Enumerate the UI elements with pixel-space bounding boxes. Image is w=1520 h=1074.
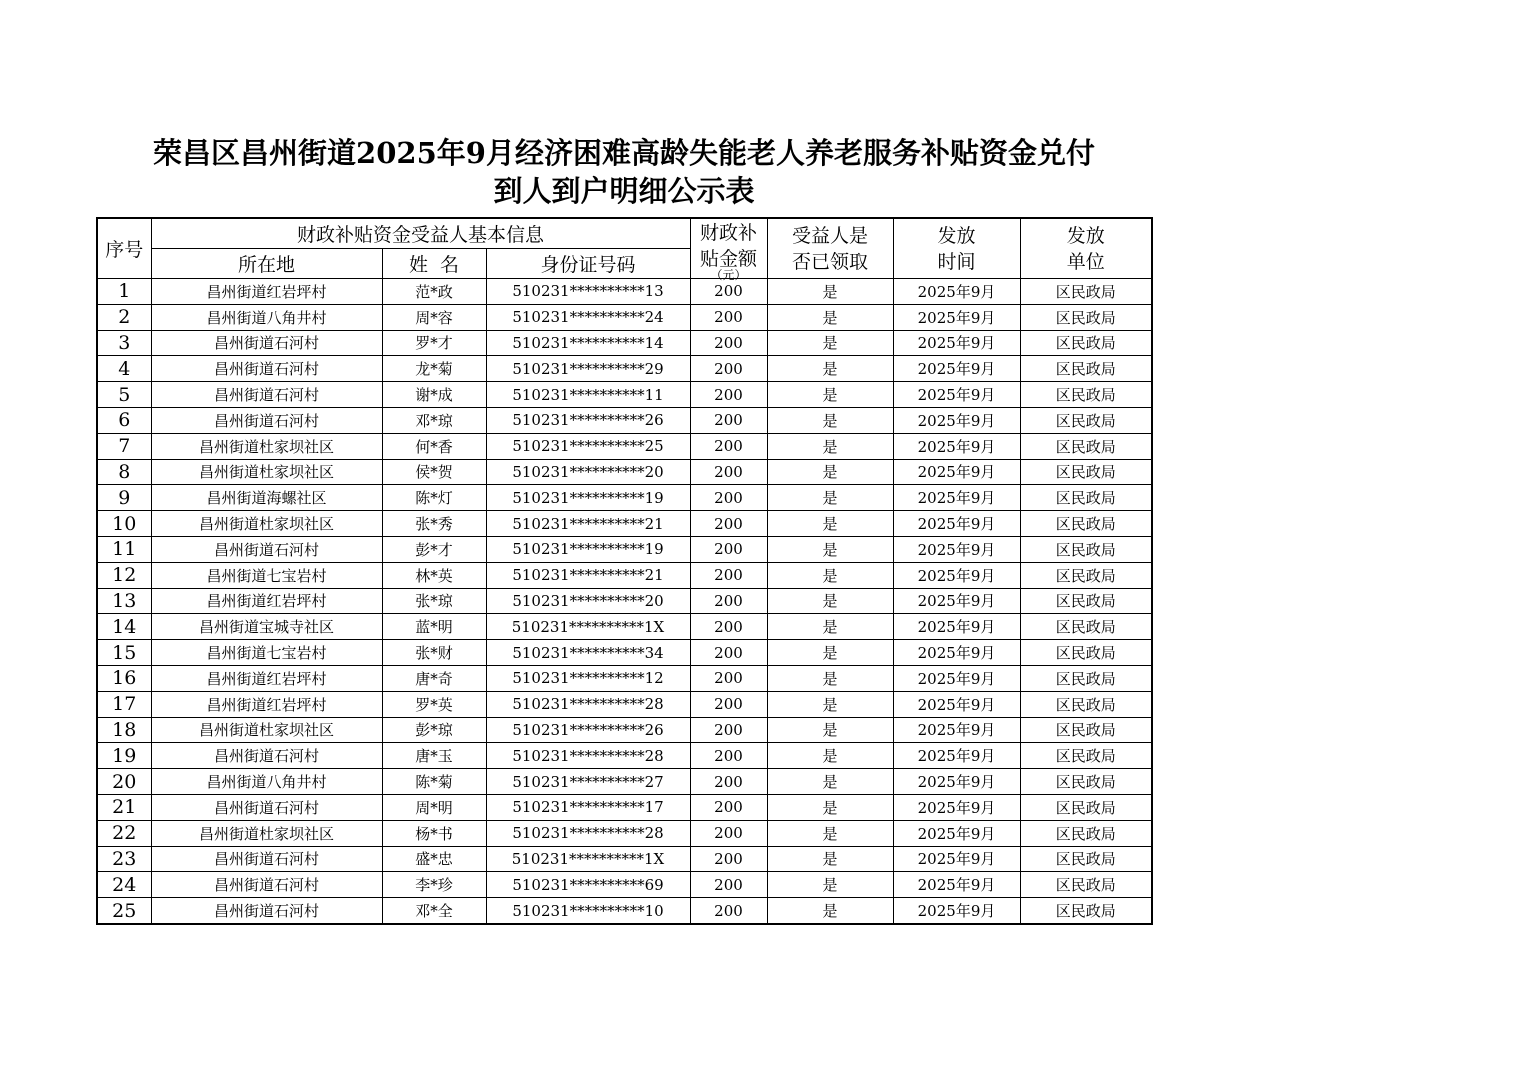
table-row [97,614,1152,640]
cell-unit: 区民政局 [1020,640,1152,666]
cell-amount: 200 [690,304,767,330]
cell-name: 蓝*明 [382,614,486,640]
header-time-line-2: 时间 [937,250,976,273]
table-row [97,459,1152,485]
cell-no: 16 [97,665,151,691]
table-row [97,588,1152,614]
cell-amount: 200 [690,743,767,769]
cell-no: 7 [97,433,151,459]
cell-name: 林*英 [382,562,486,588]
table-row [97,769,1152,795]
cell-amount: 200 [690,562,767,588]
cell-location: 昌州街道石河村 [151,872,382,898]
cell-amount: 200 [690,794,767,820]
cell-unit: 区民政局 [1020,898,1152,924]
cell-no: 11 [97,536,151,562]
cell-id-number: 510231**********69 [486,872,690,898]
cell-amount: 200 [690,846,767,872]
cell-time: 2025年9月 [893,588,1020,614]
header-received [767,218,893,279]
cell-received: 是 [767,562,893,588]
cell-time: 2025年9月 [893,511,1020,537]
cell-time: 2025年9月 [893,820,1020,846]
header-unit-line-2: 单位 [1066,250,1105,273]
cell-time: 2025年9月 [893,743,1020,769]
table-row [97,846,1152,872]
cell-time: 2025年9月 [893,846,1020,872]
cell-location: 昌州街道宝城寺社区 [151,614,382,640]
cell-received: 是 [767,330,893,356]
table-row [97,279,1152,305]
cell-unit: 区民政局 [1020,407,1152,433]
cell-received: 是 [767,640,893,666]
cell-location: 昌州街道红岩坪村 [151,665,382,691]
cell-name: 彭*才 [382,536,486,562]
cell-no: 13 [97,588,151,614]
header-amount-unit: （元） [710,267,747,282]
cell-amount: 200 [690,898,767,924]
cell-name: 侯*贺 [382,459,486,485]
cell-location: 昌州街道七宝岩村 [151,562,382,588]
cell-amount: 200 [690,614,767,640]
cell-name: 张*财 [382,640,486,666]
cell-id-number: 510231**********26 [486,407,690,433]
cell-time: 2025年9月 [893,614,1020,640]
cell-unit: 区民政局 [1020,511,1152,537]
header-unit [1020,218,1152,279]
cell-unit: 区民政局 [1020,356,1152,382]
cell-location: 昌州街道海螺社区 [151,485,382,511]
cell-id-number: 510231**********12 [486,665,690,691]
cell-location: 昌州街道红岩坪村 [151,691,382,717]
cell-no: 2 [97,304,151,330]
table-row [97,820,1152,846]
cell-unit: 区民政局 [1020,717,1152,743]
cell-name: 杨*书 [382,820,486,846]
cell-amount: 200 [690,536,767,562]
table-row [97,562,1152,588]
cell-time: 2025年9月 [893,691,1020,717]
cell-no: 24 [97,872,151,898]
table-row [97,330,1152,356]
cell-received: 是 [767,356,893,382]
page-title [96,134,1152,210]
header-id-number: 身份证号码 [486,249,690,279]
cell-id-number: 510231**********20 [486,459,690,485]
cell-name: 唐*奇 [382,665,486,691]
table-row [97,536,1152,562]
cell-time: 2025年9月 [893,665,1020,691]
cell-time: 2025年9月 [893,330,1020,356]
cell-name: 唐*玉 [382,743,486,769]
cell-amount: 200 [690,717,767,743]
cell-amount: 200 [690,769,767,795]
cell-id-number: 510231**********21 [486,562,690,588]
cell-time: 2025年9月 [893,717,1020,743]
table-row [97,407,1152,433]
table-row [97,794,1152,820]
cell-unit: 区民政局 [1020,769,1152,795]
cell-received: 是 [767,872,893,898]
cell-received: 是 [767,279,893,305]
cell-unit: 区民政局 [1020,614,1152,640]
cell-location: 昌州街道八角井村 [151,769,382,795]
header-no: 序号 [97,218,151,279]
cell-name: 李*珍 [382,872,486,898]
cell-no: 9 [97,485,151,511]
header-received-line-1: 受益人是 [791,224,868,247]
cell-location: 昌州街道杜家坝社区 [151,820,382,846]
cell-no: 1 [97,279,151,305]
cell-time: 2025年9月 [893,536,1020,562]
cell-received: 是 [767,304,893,330]
cell-received: 是 [767,485,893,511]
cell-location: 昌州街道石河村 [151,898,382,924]
cell-amount: 200 [690,382,767,408]
cell-time: 2025年9月 [893,459,1020,485]
cell-received: 是 [767,382,893,408]
cell-id-number: 510231**********19 [486,536,690,562]
header-received-line-2: 否已领取 [791,250,868,273]
cell-id-number: 510231**********13 [486,279,690,305]
cell-id-number: 510231**********10 [486,898,690,924]
cell-unit: 区民政局 [1020,279,1152,305]
cell-received: 是 [767,407,893,433]
cell-unit: 区民政局 [1020,794,1152,820]
cell-name: 邓*全 [382,898,486,924]
cell-id-number: 510231**********1X [486,614,690,640]
cell-name: 陈*灯 [382,485,486,511]
cell-no: 18 [97,717,151,743]
cell-unit: 区民政局 [1020,485,1152,511]
cell-location: 昌州街道石河村 [151,794,382,820]
cell-location: 昌州街道杜家坝社区 [151,717,382,743]
table-row [97,485,1152,511]
cell-location: 昌州街道杜家坝社区 [151,433,382,459]
cell-id-number: 510231**********28 [486,691,690,717]
cell-time: 2025年9月 [893,356,1020,382]
cell-no: 15 [97,640,151,666]
cell-location: 昌州街道石河村 [151,330,382,356]
cell-received: 是 [767,588,893,614]
table-row [97,872,1152,898]
table-row [97,898,1152,924]
cell-name: 何*香 [382,433,486,459]
cell-amount: 200 [690,640,767,666]
cell-received: 是 [767,898,893,924]
cell-received: 是 [767,846,893,872]
cell-name: 邓*琼 [382,407,486,433]
cell-received: 是 [767,717,893,743]
table-row [97,691,1152,717]
cell-amount: 200 [690,820,767,846]
header-time [893,218,1020,279]
cell-unit: 区民政局 [1020,665,1152,691]
cell-no: 22 [97,820,151,846]
cell-amount: 200 [690,356,767,382]
cell-name: 罗*才 [382,330,486,356]
cell-no: 21 [97,794,151,820]
cell-unit: 区民政局 [1020,459,1152,485]
cell-received: 是 [767,820,893,846]
cell-location: 昌州街道石河村 [151,846,382,872]
cell-no: 6 [97,407,151,433]
cell-received: 是 [767,769,893,795]
cell-name: 彭*琼 [382,717,486,743]
cell-location: 昌州街道杜家坝社区 [151,459,382,485]
header-location: 所在地 [151,249,382,279]
table-row [97,717,1152,743]
table-row [97,304,1152,330]
cell-name: 周*明 [382,794,486,820]
cell-amount: 200 [690,407,767,433]
cell-location: 昌州街道杜家坝社区 [151,511,382,537]
cell-name: 周*容 [382,304,486,330]
header-amount [690,218,767,282]
cell-name: 谢*成 [382,382,486,408]
cell-time: 2025年9月 [893,562,1020,588]
cell-time: 2025年9月 [893,433,1020,459]
cell-amount: 200 [690,433,767,459]
cell-no: 25 [97,898,151,924]
cell-location: 昌州街道红岩坪村 [151,279,382,305]
table-body [97,279,1152,924]
cell-received: 是 [767,691,893,717]
table-row [97,511,1152,537]
cell-unit: 区民政局 [1020,382,1152,408]
cell-location: 昌州街道八角井村 [151,304,382,330]
cell-id-number: 510231**********27 [486,769,690,795]
table-row [97,356,1152,382]
cell-unit: 区民政局 [1020,330,1152,356]
cell-amount: 200 [690,279,767,305]
cell-id-number: 510231**********29 [486,356,690,382]
cell-id-number: 510231**********34 [486,640,690,666]
cell-time: 2025年9月 [893,382,1020,408]
cell-location: 昌州街道石河村 [151,743,382,769]
cell-time: 2025年9月 [893,794,1020,820]
header-amount-line-1: 财政补 [699,221,757,244]
title-line-1: 荣昌区昌州街道2025年9月经济困难高龄失能老人养老服务补贴资金兑付 [153,136,1095,170]
cell-id-number: 510231**********19 [486,485,690,511]
cell-name: 龙*菊 [382,356,486,382]
header-row-1 [97,218,1152,249]
cell-no: 8 [97,459,151,485]
table-row [97,640,1152,666]
cell-name: 张*琼 [382,588,486,614]
cell-time: 2025年9月 [893,872,1020,898]
cell-amount: 200 [690,872,767,898]
beneficiary-table [96,217,1153,925]
cell-time: 2025年9月 [893,279,1020,305]
cell-time: 2025年9月 [893,304,1020,330]
cell-name: 范*政 [382,279,486,305]
cell-id-number: 510231**********11 [486,382,690,408]
cell-id-number: 510231**********21 [486,511,690,537]
cell-no: 12 [97,562,151,588]
cell-no: 10 [97,511,151,537]
header-amount-line-2: 贴金额 [699,247,757,270]
cell-amount: 200 [690,459,767,485]
cell-location: 昌州街道石河村 [151,536,382,562]
header-unit-line-1: 发放 [1066,224,1105,247]
header-name: 姓 名 [382,249,486,279]
cell-unit: 区民政局 [1020,691,1152,717]
cell-location: 昌州街道红岩坪村 [151,588,382,614]
cell-received: 是 [767,459,893,485]
cell-amount: 200 [690,511,767,537]
cell-amount: 200 [690,330,767,356]
cell-time: 2025年9月 [893,407,1020,433]
cell-id-number: 510231**********17 [486,794,690,820]
cell-id-number: 510231**********14 [486,330,690,356]
cell-unit: 区民政局 [1020,536,1152,562]
cell-received: 是 [767,743,893,769]
cell-amount: 200 [690,588,767,614]
cell-unit: 区民政局 [1020,433,1152,459]
cell-received: 是 [767,536,893,562]
cell-name: 罗*英 [382,691,486,717]
cell-no: 3 [97,330,151,356]
cell-unit: 区民政局 [1020,846,1152,872]
cell-location: 昌州街道石河村 [151,382,382,408]
cell-no: 14 [97,614,151,640]
cell-received: 是 [767,665,893,691]
cell-id-number: 510231**********28 [486,743,690,769]
cell-time: 2025年9月 [893,898,1020,924]
title-line-2: 到人到户明细公示表 [493,174,755,208]
cell-id-number: 510231**********26 [486,717,690,743]
cell-received: 是 [767,433,893,459]
cell-name: 张*秀 [382,511,486,537]
cell-amount: 200 [690,485,767,511]
cell-amount: 200 [690,691,767,717]
cell-received: 是 [767,614,893,640]
table-row [97,382,1152,408]
cell-location: 昌州街道石河村 [151,356,382,382]
cell-name: 陈*菊 [382,769,486,795]
cell-time: 2025年9月 [893,640,1020,666]
cell-id-number: 510231**********25 [486,433,690,459]
cell-received: 是 [767,794,893,820]
cell-no: 23 [97,846,151,872]
cell-received: 是 [767,511,893,537]
cell-unit: 区民政局 [1020,743,1152,769]
cell-id-number: 510231**********28 [486,820,690,846]
cell-unit: 区民政局 [1020,872,1152,898]
cell-amount: 200 [690,665,767,691]
cell-time: 2025年9月 [893,485,1020,511]
cell-unit: 区民政局 [1020,562,1152,588]
table-row [97,433,1152,459]
header-time-line-1: 发放 [937,224,976,247]
table-row [97,665,1152,691]
cell-unit: 区民政局 [1020,304,1152,330]
cell-time: 2025年9月 [893,769,1020,795]
cell-no: 19 [97,743,151,769]
cell-unit: 区民政局 [1020,820,1152,846]
cell-no: 17 [97,691,151,717]
cell-unit: 区民政局 [1020,588,1152,614]
cell-id-number: 510231**********20 [486,588,690,614]
cell-no: 4 [97,356,151,382]
table-row [97,743,1152,769]
cell-location: 昌州街道七宝岩村 [151,640,382,666]
cell-id-number: 510231**********24 [486,304,690,330]
header-info-group: 财政补贴资金受益人基本信息 [151,218,690,249]
cell-id-number: 510231**********1X [486,846,690,872]
cell-location: 昌州街道石河村 [151,407,382,433]
cell-name: 盛*忠 [382,846,486,872]
cell-no: 5 [97,382,151,408]
cell-no: 20 [97,769,151,795]
